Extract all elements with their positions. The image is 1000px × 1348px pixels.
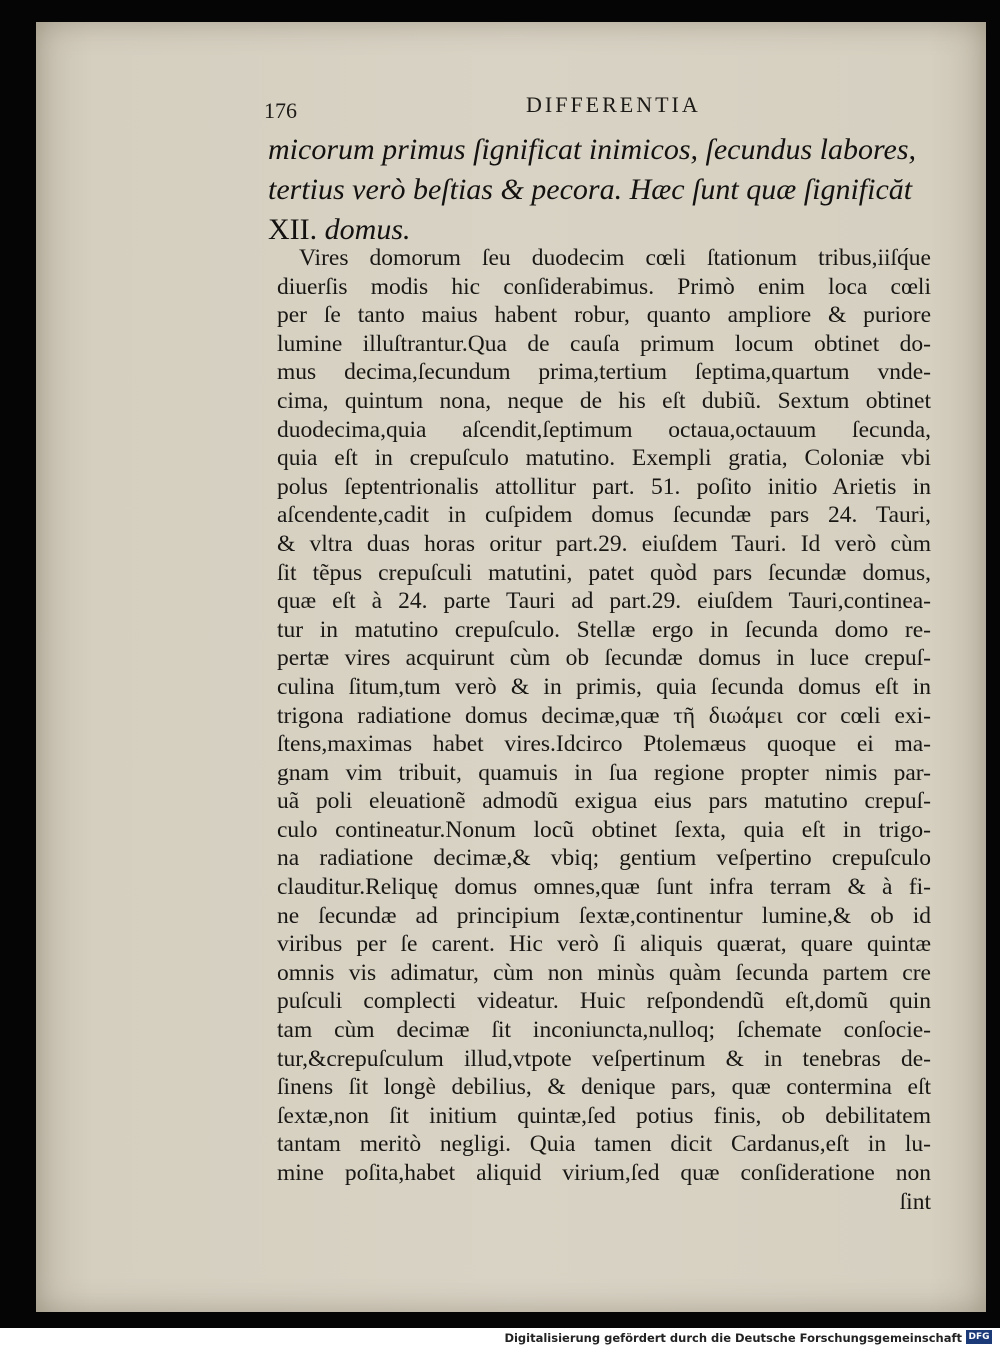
italic-passage: [268, 130, 930, 250]
text-line: mus decima,ſecundum prima,tertium ſeptima,quartum vnde-: [277, 359, 931, 386]
text-line: cima, quintum nona, neque de his eſt dubiũ. Sextum obtinet: [277, 387, 931, 414]
italic-word: domus.: [324, 213, 411, 246]
roman-numeral: XII.: [268, 213, 318, 246]
text-line: culo contineatur.Nonum locũ obtinet ſexta, quia eſt in trigo-: [277, 816, 931, 843]
text-line: tam cùm decimæ ſit inconiuncta,nulloq; ſchemate conſocie-: [277, 1017, 931, 1044]
text-line: tantam meritò negligi. Quia tamen dicit Cardanus,eſt in lu-: [277, 1131, 931, 1158]
text-line: culina ſitum,tum verò & in primis, quia ſecunda domus eſt in: [277, 673, 931, 700]
text-line: per ſe tanto maius habent robur, quanto ampliore & puriore: [277, 302, 931, 329]
text-line: & vltra duas horas oritur part.29. eiuſdem Tauri. Id verò cùm: [277, 530, 931, 557]
text-line: ne ſecundæ ad principium ſextæ,continentur lumine,& ob id: [277, 902, 931, 929]
text-line: ſint: [899, 1188, 931, 1215]
text-line: gnam vim tribuit, quamuis in ſua regione propter nimis par-: [277, 759, 931, 786]
text-line: ſextæ,non ſit initium quintæ,ſed potius finis, ob debilitatem: [277, 1102, 931, 1129]
text-line: trigona radiatione domus decimæ,quæ τῆ διωάμει cor cœli exi-: [277, 702, 931, 729]
text-line: tur in matutino crepuſculo. Stellæ ergo in ſecunda domo re-: [277, 616, 931, 643]
dfg-logo-icon: DFG: [966, 1330, 992, 1344]
italic-line: micorum primus ſignificat inimicos, ſecundus labores,: [268, 133, 917, 166]
text-line: diuerſis modis hic conſiderabimus. Primò enim loca cœli: [277, 273, 931, 300]
text-line: mine poſita,habet aliquid virium,ſed quæ conſideratione non: [277, 1160, 931, 1186]
italic-line: tertius verò beſtias & pecora. Hæc ſunt quæ ſignificăt: [268, 173, 913, 206]
text-line: uã poli eleuationẽ admodũ exigua eius pars matutino crepuſ-: [277, 788, 931, 815]
text-line: lumine illuſtrantur.Qua de cauſa primum locum obtinet do-: [277, 330, 931, 357]
text-line: aſcendente,cadit in cuſpidem domus ſecundæ pars 24. Tauri,: [277, 502, 931, 529]
text-line: quia eſt in crepuſculo matutino. Exempli gratia, Coloniæ vbi: [277, 445, 931, 472]
text-line: ſinens ſit longè debilius, & denique pars, quæ contermina eſt: [277, 1074, 931, 1101]
text-line: viribus per ſe carent. Hic verò ſi aliquis quærat, quare quintæ: [277, 931, 931, 958]
text-line: quæ eſt à 24. parte Tauri ad part.29. eiuſdem Tauri,continea-: [277, 588, 931, 615]
text-line: omnis vis adimatur, cùm non minùs quàm ſecunda partem cre: [277, 959, 931, 986]
text-line: duodecima,quia aſcendit,ſeptimum octaua,octauum ſecunda,: [277, 416, 931, 443]
text-line: na radiatione decimæ,& vbiq; gentium veſpertino crepuſculo: [277, 845, 931, 872]
text-line: ſtens,maximas habet vires.Idcirco Ptolemæus quoque ei ma-: [277, 731, 931, 758]
page-number: 176: [264, 98, 297, 123]
body-paragraph: [277, 244, 931, 1216]
text-line: clauditur.Reliquę domus omnes,quæ ſunt infra terram & à fi-: [277, 874, 931, 901]
text-line: polus ſeptentrionalis attollitur part. 51. poſito initio Arietis in: [277, 473, 931, 500]
text-line: puſculi complecti videatur. Huic reſpondendũ eſt,domũ quin: [277, 988, 931, 1015]
text-line: tur,&crepuſculum illud,vtpote veſpertinum & in tenebras de-: [277, 1045, 931, 1072]
text-line: pertæ vires acquirunt cùm ob ſecundæ domus in luce crepuſ-: [277, 645, 931, 672]
text-line: ſit tẽpus crepuſculi matutini, patet quòd pars ſecundæ domus,: [277, 559, 931, 586]
text-line: Vires domorum ſeu duodecim cœli ſtationum tribus,iiſq́ue: [299, 245, 931, 271]
running-head-title: DIFFERENTIA: [526, 92, 701, 117]
funding-credit: Digitalisierung gefördert durch die Deutsche Forschungsgemeinschaft: [504, 1331, 962, 1345]
footer-bar: [0, 1328, 1000, 1348]
running-head: [258, 92, 718, 122]
